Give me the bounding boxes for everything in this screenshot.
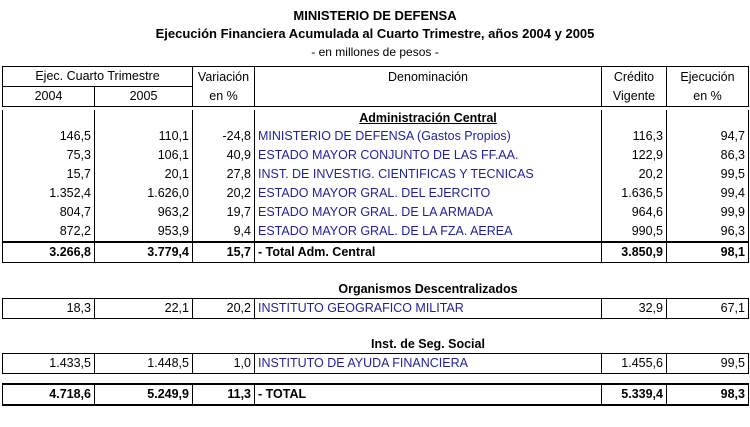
grand-total-row xyxy=(3,384,749,405)
cell-credito: 1.455,6 xyxy=(602,354,667,374)
table-row xyxy=(3,146,749,165)
cell-denominacion: ESTADO MAYOR GRAL. DEL EJERCITO xyxy=(255,184,602,203)
table-row xyxy=(3,222,749,242)
cell-variacion: 11,3 xyxy=(193,384,255,405)
table-row xyxy=(3,184,749,203)
header-vigente: Vigente xyxy=(602,87,667,107)
cell-2005: 953,9 xyxy=(95,222,193,242)
table-row xyxy=(3,354,749,374)
cell-2005: 1.448,5 xyxy=(95,354,193,374)
cell-ejecucion: 99,5 xyxy=(667,165,749,184)
cell-2004: 15,7 xyxy=(3,165,95,184)
cell-credito: 116,3 xyxy=(602,127,667,146)
cell-2005: 5.249,9 xyxy=(95,384,193,405)
cell-denominacion: ESTADO MAYOR CONJUNTO DE LAS FF.AA. xyxy=(255,146,602,165)
cell-denominacion: INSTITUTO GEOGRAFICO MILITAR xyxy=(255,299,602,319)
cell-ejecucion: 94,7 xyxy=(667,127,749,146)
section-seg-social xyxy=(2,336,749,374)
units-note: - en millones de pesos - xyxy=(311,45,439,59)
cell-2005: 963,2 xyxy=(95,203,193,222)
cell-2004: 1.433,5 xyxy=(3,354,95,374)
cell-denominacion: - TOTAL xyxy=(255,384,602,405)
table-header xyxy=(2,66,749,107)
cell-credito: 990,5 xyxy=(602,222,667,242)
cell-denominacion: ESTADO MAYOR GRAL. DE LA ARMADA xyxy=(255,203,602,222)
cell-ejecucion: 96,3 xyxy=(667,222,749,242)
cell-denominacion: MINISTERIO DE DEFENSA (Gastos Propios) xyxy=(255,127,602,146)
cell-variacion: 40,9 xyxy=(193,146,255,165)
cell-variacion: 15,7 xyxy=(193,242,255,263)
cell-denominacion: ESTADO MAYOR GRAL. DE LA FZA. AEREA xyxy=(255,222,602,242)
cell-2004: 146,5 xyxy=(3,127,95,146)
cell-2004: 18,3 xyxy=(3,299,95,319)
table-row xyxy=(3,127,749,146)
cell-2004: 1.352,4 xyxy=(3,184,95,203)
cell-2005: 110,1 xyxy=(95,127,193,146)
cell-variacion: 27,8 xyxy=(193,165,255,184)
cell-2005: 22,1 xyxy=(95,299,193,319)
table-row xyxy=(3,165,749,184)
cell-ejecucion: 67,1 xyxy=(667,299,749,319)
cell-2005: 106,1 xyxy=(95,146,193,165)
cell-ejecucion: 98,1 xyxy=(667,242,749,263)
section-title-org: Organismos Descentralizados xyxy=(338,282,518,296)
cell-2004: 4.718,6 xyxy=(3,384,95,405)
table-row xyxy=(3,203,749,222)
header-denominacion: Denominación xyxy=(255,67,602,87)
cell-credito: 3.850,9 xyxy=(602,242,667,263)
cell-ejecucion: 98,3 xyxy=(667,384,749,405)
header-blank xyxy=(255,87,602,107)
cell-credito: 20,2 xyxy=(602,165,667,184)
subtotal-row xyxy=(3,242,749,263)
header-credito: Crédito xyxy=(602,67,667,87)
cell-variacion: 9,4 xyxy=(193,222,255,242)
cell-credito: 32,9 xyxy=(602,299,667,319)
header-ejecucion: Ejecución xyxy=(667,67,749,87)
cell-2005: 20,1 xyxy=(95,165,193,184)
header-2005: 2005 xyxy=(95,87,193,107)
cell-2005: 3.779,4 xyxy=(95,242,193,263)
cell-credito: 1.636,5 xyxy=(602,184,667,203)
cell-variacion: 1,0 xyxy=(193,354,255,374)
section-organismos xyxy=(2,281,749,319)
cell-ejecucion: 99,9 xyxy=(667,203,749,222)
cell-variacion: 19,7 xyxy=(193,203,255,222)
cell-2004: 75,3 xyxy=(3,146,95,165)
cell-ejecucion: 99,4 xyxy=(667,184,749,203)
header-ejec-pct: en % xyxy=(667,87,749,107)
cell-variacion: 20,2 xyxy=(193,184,255,203)
cell-denominacion: INSTITUTO DE AYUDA FINANCIERA xyxy=(255,354,602,374)
header-2004: 2004 xyxy=(3,87,95,107)
cell-variacion: -24,8 xyxy=(193,127,255,146)
cell-credito: 964,6 xyxy=(602,203,667,222)
cell-denominacion: - Total Adm. Central xyxy=(255,242,602,263)
cell-variacion: 20,2 xyxy=(193,299,255,319)
section-title-seg: Inst. de Seg. Social xyxy=(371,337,485,351)
cell-denominacion: INST. DE INVESTIG. CIENTIFICAS Y TECNICAS xyxy=(255,165,602,184)
cell-2004: 3.266,8 xyxy=(3,242,95,263)
cell-2004: 872,2 xyxy=(3,222,95,242)
cell-2004: 804,7 xyxy=(3,203,95,222)
cell-credito: 5.339,4 xyxy=(602,384,667,405)
cell-credito: 122,9 xyxy=(602,146,667,165)
cell-ejecucion: 86,3 xyxy=(667,146,749,165)
header-variacion: Variación xyxy=(193,67,255,87)
section-admin-central xyxy=(2,110,749,263)
report-title: MINISTERIO DE DEFENSA xyxy=(293,8,457,23)
cell-2005: 1.626,0 xyxy=(95,184,193,203)
grand-total-table xyxy=(2,383,749,406)
report-subtitle: Ejecución Financiera Acumulada al Cuarto Trimestre, años 2004 y 2005 xyxy=(155,26,595,41)
cell-ejecucion: 99,5 xyxy=(667,354,749,374)
header-ejec: Ejec. Cuarto Trimestre xyxy=(3,67,193,87)
header-var-pct: en % xyxy=(193,87,255,107)
table-row xyxy=(3,299,749,319)
section-title-admin: Administración Central xyxy=(255,110,602,127)
